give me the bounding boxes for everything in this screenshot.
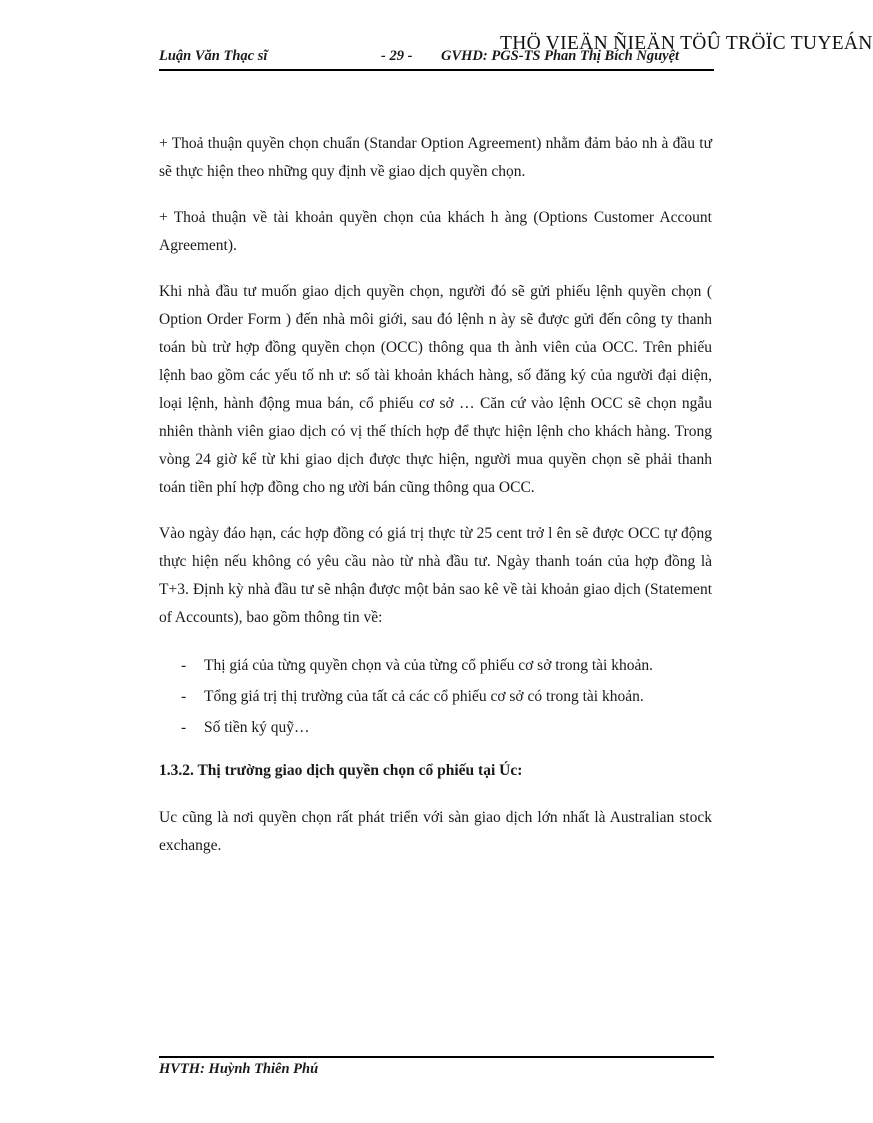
paragraph-order-process: Khi nhà đầu tư muốn giao dịch quyền chọn, người đó sẽ gửi phiếu lệnh quyền chọn ( Option Order Form ) đến nhà môi giới, sau đó lệnh n ày sẽ được gửi đến công ty thanh toán bù trừ hợp đồng quyền chọn (OCC) thông qua th ành viên của OCC. Trên phiếu lệnh bao gồm các yếu tố nh ư: số tài khoản khách hàng, số đăng ký của người đại diện, loại lệnh, hành động mua bán, cổ phiếu cơ sở … Căn cứ vào lệnh OCC sẽ chọn ngẫu nhiên thành viên giao dịch có vị thế thích hợp để thực hiện lệnh cho khách hàng. Trong vòng 24 giờ kể từ khi giao dịch được thực hiện, người mua quyền chọn sẽ phải thanh toán tiền phí hợp đồng cho ng ười bán cũng thông qua OCC. — [159, 283, 712, 496]
list-item — [159, 712, 712, 743]
thesis-type-label: Luận Văn Thạc sĩ — [159, 48, 268, 64]
header-divider — [159, 69, 714, 71]
supervisor-label: GVHD: PGS-TS Phan Thị Bích Nguyệt — [441, 48, 680, 64]
footer-divider — [159, 1056, 714, 1058]
page-body — [159, 130, 712, 878]
bullet-dash: - — [181, 719, 187, 736]
paragraph-customer-account-agreement: + Thoả thuận về tài khoản quyền chọn của khách h àng (Options Customer Account Agreement). — [159, 209, 712, 254]
paragraph-australia: Uc cũng là nơi quyền chọn rất phát triển với sàn giao dịch lớn nhất là Australian stock exchange. — [159, 809, 712, 854]
list-item-text: Thị giá của từng quyền chọn và của từng cổ phiếu cơ sở trong tài khoản. — [204, 657, 653, 674]
section-heading: 1.3.2. Thị trường giao dịch quyền chọn cổ phiếu tại Úc: — [159, 762, 523, 779]
bullet-dash: - — [181, 657, 187, 674]
list-item — [159, 681, 712, 712]
paragraph-standard-option-agreement: + Thoả thuận quyền chọn chuẩn (Standar Option Agreement) nhằm đảm bảo nh à đầu tư sẽ thực hiện theo những quy định về giao dịch quyền chọn. — [159, 135, 712, 180]
page-footer: HVTH: Huỳnh Thiên Phú — [159, 1061, 319, 1077]
page-number: - 29 - — [381, 48, 413, 64]
list-item — [159, 650, 712, 681]
statement-info-list — [159, 650, 712, 743]
bullet-dash: - — [181, 688, 187, 705]
paragraph-expiration: Vào ngày đáo hạn, các hợp đồng có giá trị thực từ 25 cent trở l ên sẽ được OCC tự động thực hiện nếu không có yêu cầu nào từ nhà đầu tư. Ngày thanh toán của hợp đồng là T+3. Định kỳ nhà đầu tư sẽ nhận được một bản sao kê về tài khoản giao dịch (Statement of Accounts), bao gồm thông tin về: — [159, 525, 712, 626]
list-item-text: Tổng giá trị thị trường của tất cả các cổ phiếu cơ sở có trong tài khoản. — [204, 688, 644, 705]
watermark: THÖ VIEÄN ÑIEÄN TÖÛ TRÖÏC TUYEÁN — [500, 33, 873, 54]
list-item-text: Số tiền ký quỹ… — [204, 719, 310, 736]
